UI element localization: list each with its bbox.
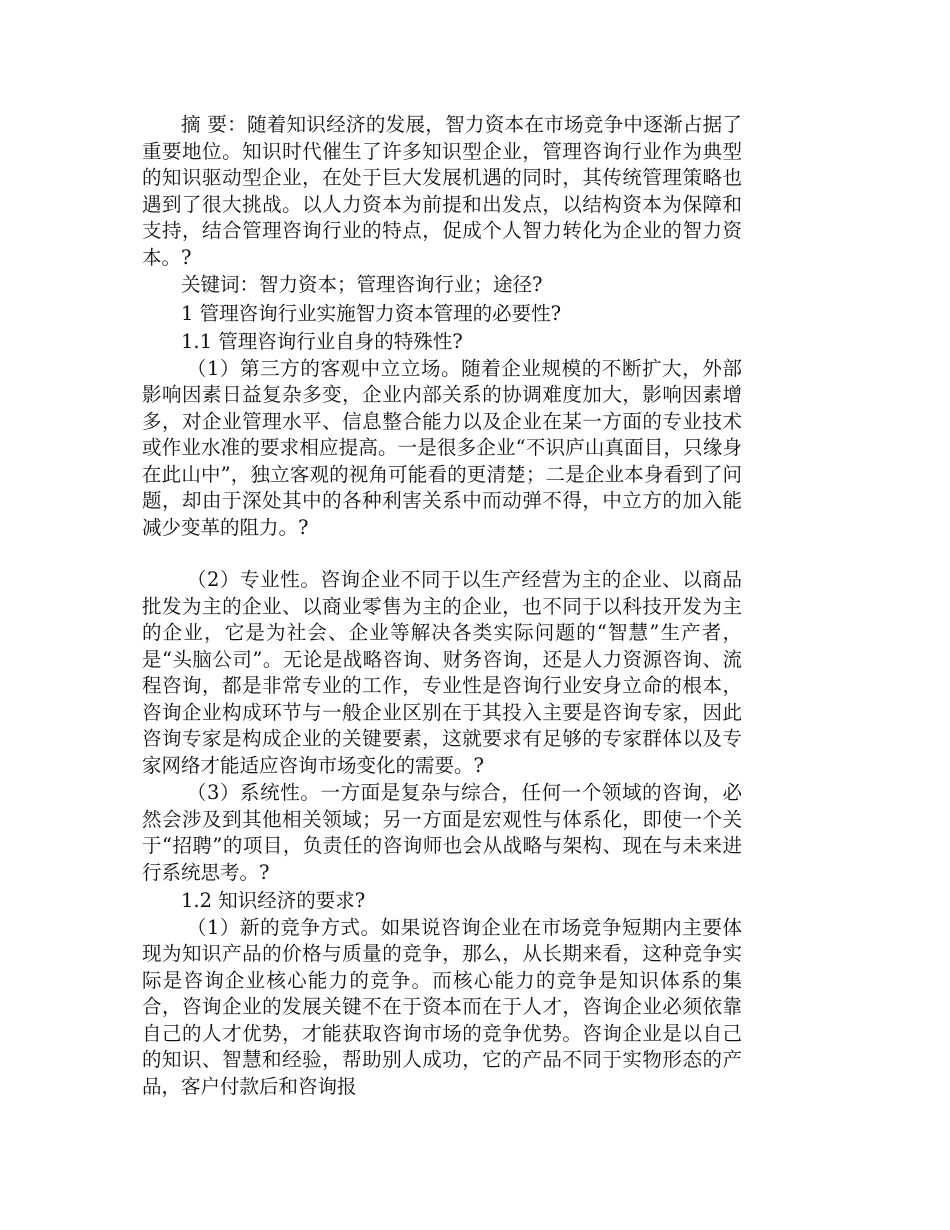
document-body	[142, 112, 742, 1100]
keywords-line: 关键词：智力资本；管理咨询行业；途径?	[181, 273, 543, 296]
section-1-1-heading: 1.1 管理咨询行业自身的特殊性?	[181, 330, 463, 353]
section-1-heading: 1 管理咨询行业实施智力资本管理的必要性?	[181, 301, 562, 325]
item-4-paragraph: （1）新的竞争方式。如果说咨询企业在市场竞争短期内主要体现为知识产品的价格与质量的竞争，那么，从长期来看，这种竞争实际是咨询企业核心能力的竞争。而核心能力的竞争是知识体系的集合，咨询企业的发展关键不在于资本而在于人才，咨询企业必须依靠自己的人才优势，才能获取咨询市场的竞争优势。咨询企业是以自己的知识、智慧和经验，帮助别人成功，它的产品不同于实物形态的产品，客户付款后和咨询报	[142, 915, 742, 1098]
abstract-paragraph: 摘 要：随着知识经济的发展，智力资本在市场竞争中逐渐占据了重要地位。知识时代催生了许多知识型企业，管理咨询行业作为典型的知识驱动型企业，在处于巨大发展机遇的同时，其传统管理策略也遇到了很大挑战。以人力资本为前提和出发点，以结构资本为保障和支持，结合管理咨询行业的特点，促成个人智力转化为企业的智力资本。?	[142, 113, 742, 269]
item-3-paragraph: （3）系统性。一方面是复杂与综合，任何一个领域的咨询，必然会涉及到其他相关领域；另一方面是宏观性与体系化，即使一个关于“招聘”的项目，负责任的咨询师也会从战略与架构、现在与未来进行系统思考。?	[142, 781, 742, 884]
section-1-2-heading: 1.2 知识经济的要求?	[181, 889, 366, 912]
item-1-paragraph: （1）第三方的客观中立立场。随着企业规模的不断扩大，外部影响因素日益复杂多变，企业内部关系的协调难度加大，影响因素增多，对企业管理水平、信息整合能力以及企业在某一方面的专业技术或作业水准的要求相应提高。一是很多企业“不识庐山真面目，只缘身在此山中”，独立客观的视角可能看的更清楚；二是企业本身看到了问题，却由于深处其中的各种利害关系中而动弹不得，中立方的加入能减少变革的阻力。?	[142, 356, 742, 539]
item-2-paragraph: （2）专业性。咨询企业不同于以生产经营为主的企业、以商品批发为主的企业、以商业零售为主的企业，也不同于以科技开发为主的企业，它是为社会、企业等解决各类实际问题的“智慧”生产者，是“头脑公司”。无论是战略咨询、财务咨询，还是人力资源咨询、流程咨询，都是非常专业的工作，专业性是咨询行业安身立命的根本，咨询企业构成环节与一般企业区别在于其投入主要是咨询专家，因此咨询专家是构成企业的关键要素，这就要求有足够的专家群体以及专家网络才能适应咨询市场变化的需要。?	[142, 568, 742, 777]
